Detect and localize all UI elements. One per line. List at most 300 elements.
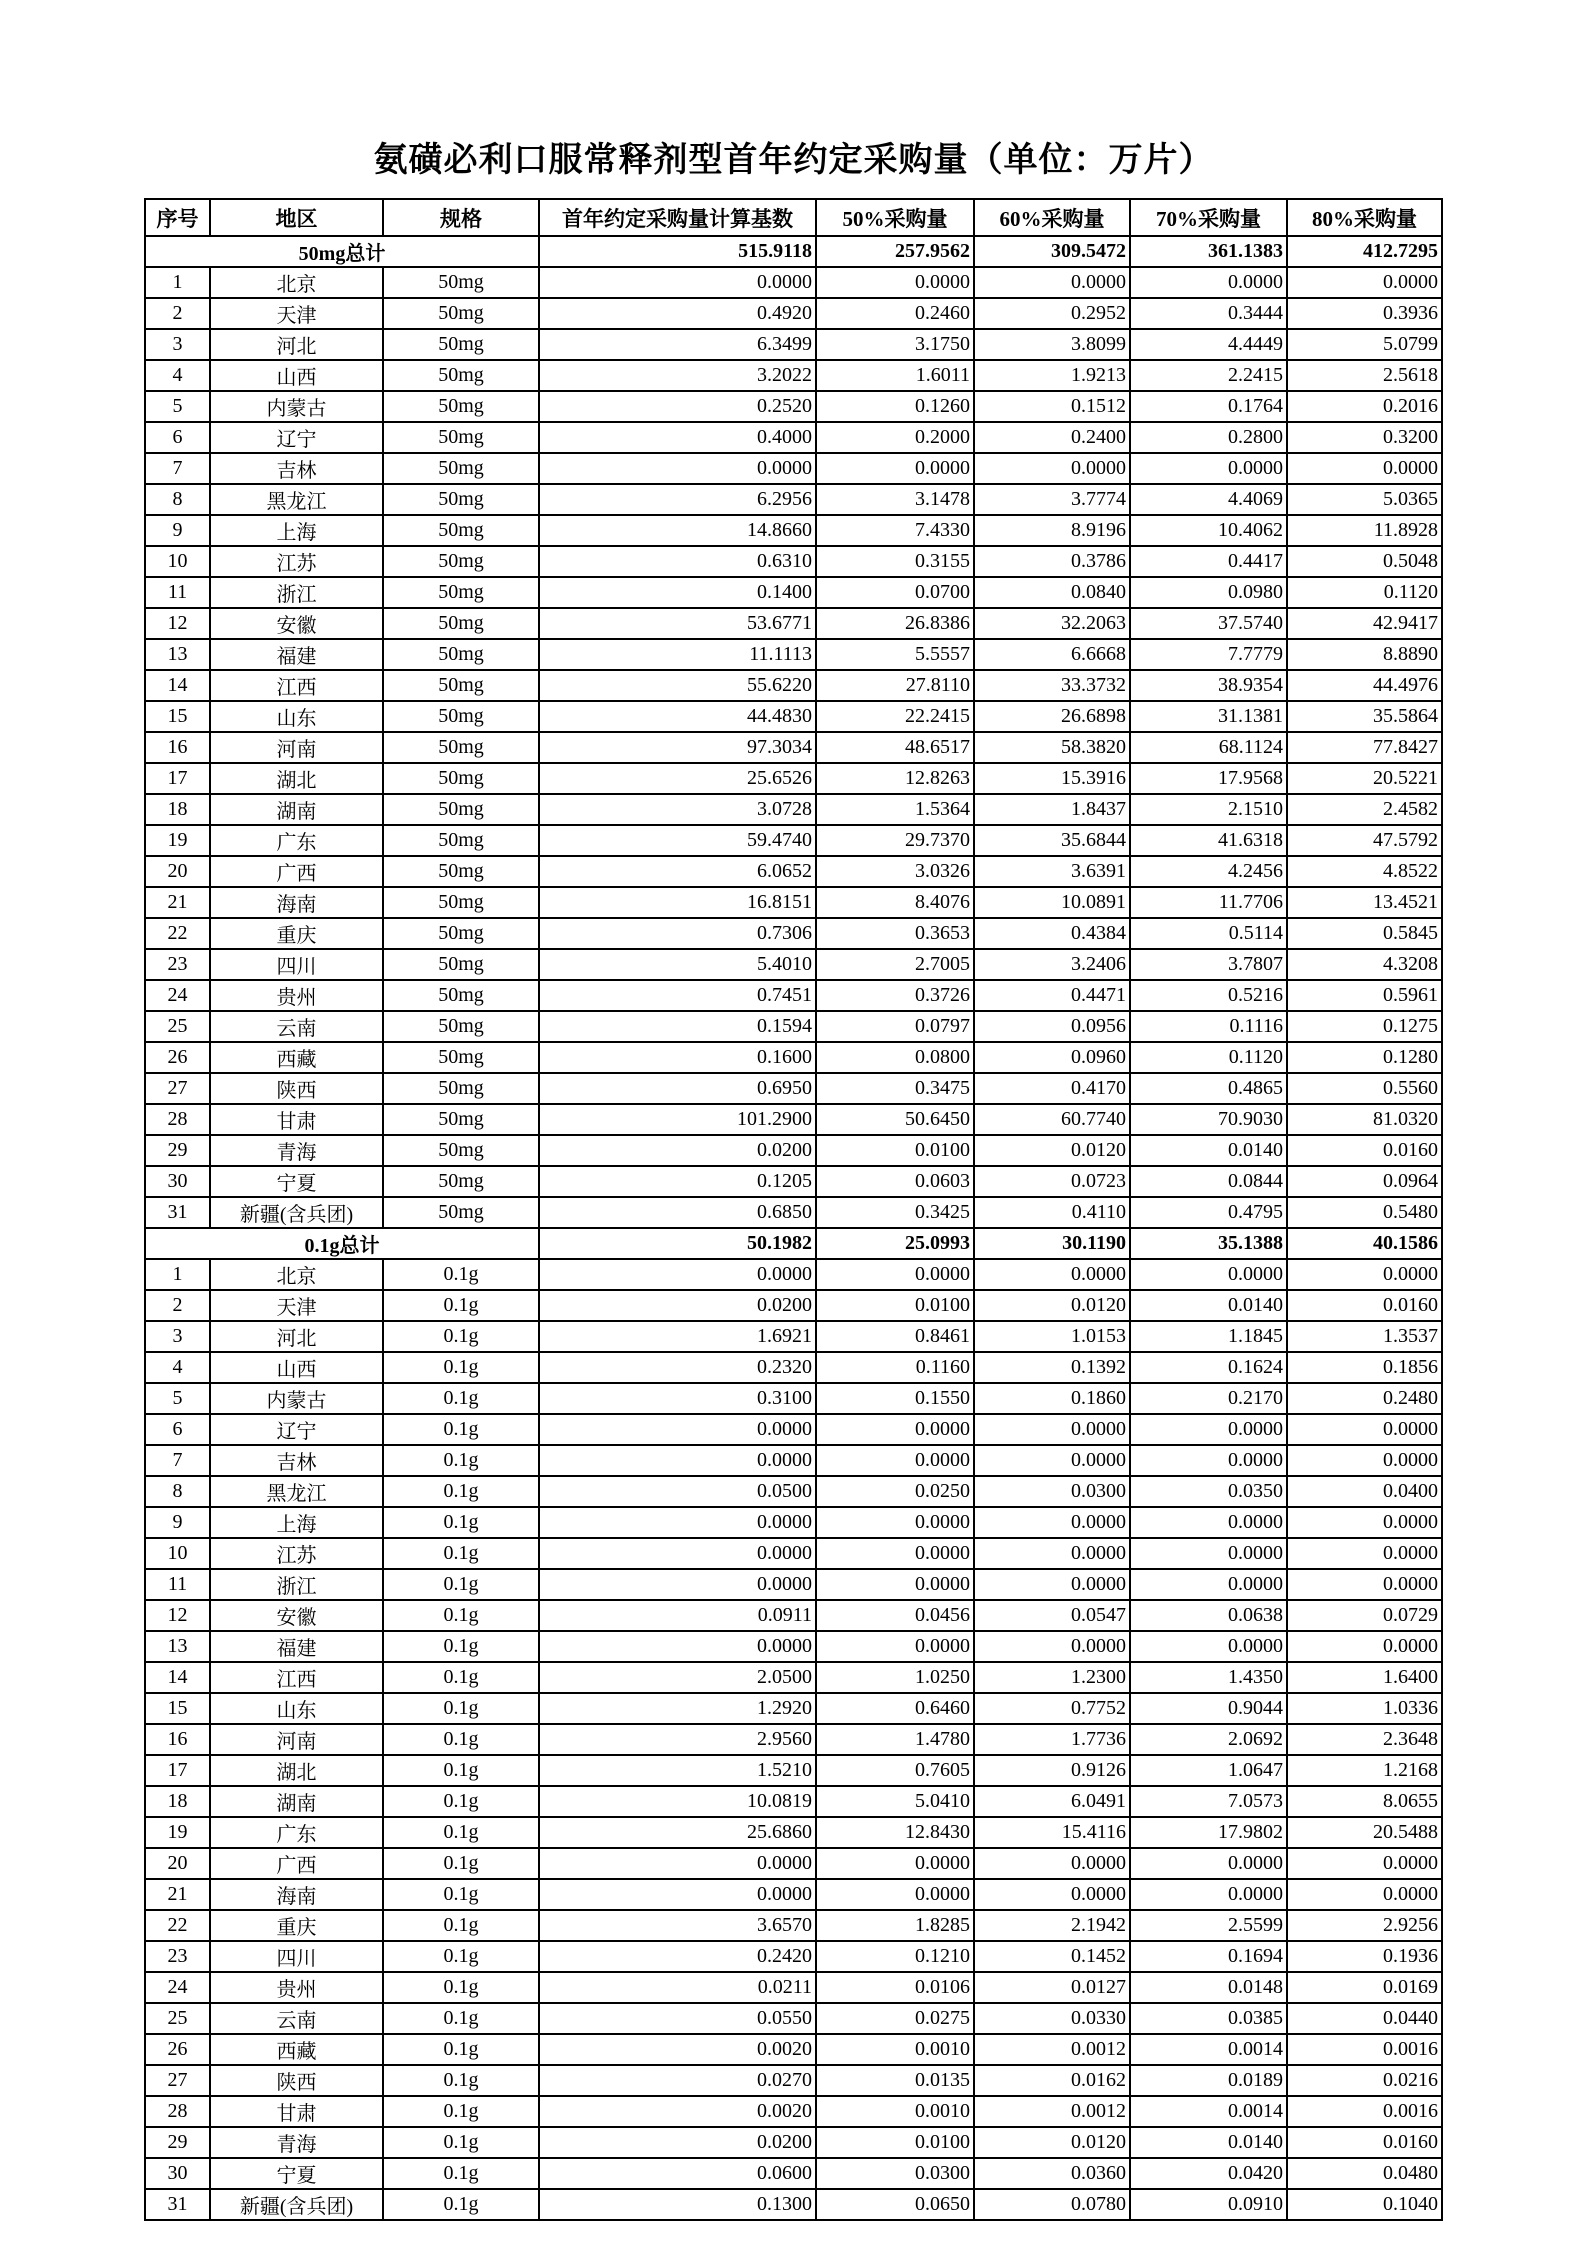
value-cell: 0.4417 xyxy=(1130,546,1287,577)
value-cell: 3.0326 xyxy=(816,856,974,887)
row-number-cell: 3 xyxy=(145,329,210,360)
value-cell: 5.4010 xyxy=(539,949,816,980)
value-cell: 22.2415 xyxy=(816,701,974,732)
value-cell: 11.1113 xyxy=(539,639,816,670)
value-cell: 0.9126 xyxy=(974,1755,1130,1786)
value-cell: 0.3444 xyxy=(1130,298,1287,329)
value-cell: 13.4521 xyxy=(1287,887,1442,918)
region-cell: 天津 xyxy=(210,1290,383,1321)
value-cell: 0.9044 xyxy=(1130,1693,1287,1724)
value-cell: 0.1594 xyxy=(539,1011,816,1042)
region-cell: 江苏 xyxy=(210,1538,383,1569)
spec-cell: 50mg xyxy=(383,918,539,949)
value-cell: 0.0400 xyxy=(1287,1476,1442,1507)
spec-cell: 0.1g xyxy=(383,1631,539,1662)
value-cell: 0.0140 xyxy=(1130,1290,1287,1321)
region-cell: 安徽 xyxy=(210,1600,383,1631)
row-number-cell: 6 xyxy=(145,1414,210,1445)
value-cell: 0.1275 xyxy=(1287,1011,1442,1042)
value-cell: 15.3916 xyxy=(974,763,1130,794)
value-cell: 0.0910 xyxy=(1130,2189,1287,2220)
value-cell: 0.6950 xyxy=(539,1073,816,1104)
spec-cell: 50mg xyxy=(383,422,539,453)
value-cell: 14.8660 xyxy=(539,515,816,546)
spec-cell: 50mg xyxy=(383,1166,539,1197)
region-cell: 江西 xyxy=(210,670,383,701)
value-cell: 0.0000 xyxy=(1130,1631,1287,1662)
value-cell: 8.9196 xyxy=(974,515,1130,546)
region-cell: 云南 xyxy=(210,1011,383,1042)
region-cell: 上海 xyxy=(210,515,383,546)
value-cell: 53.6771 xyxy=(539,608,816,639)
spec-cell: 0.1g xyxy=(383,1383,539,1414)
region-cell: 西藏 xyxy=(210,1042,383,1073)
spec-cell: 0.1g xyxy=(383,1755,539,1786)
value-cell: 2.3648 xyxy=(1287,1724,1442,1755)
value-cell: 0.0547 xyxy=(974,1600,1130,1631)
value-cell: 0.0000 xyxy=(1287,1414,1442,1445)
value-cell: 0.0000 xyxy=(816,267,974,298)
row-number-cell: 29 xyxy=(145,2127,210,2158)
value-cell: 2.9256 xyxy=(1287,1910,1442,1941)
value-cell: 0.1300 xyxy=(539,2189,816,2220)
row-number-cell: 27 xyxy=(145,2065,210,2096)
header-cell: 50%采购量 xyxy=(816,199,974,236)
region-cell: 青海 xyxy=(210,1135,383,1166)
value-cell: 1.8437 xyxy=(974,794,1130,825)
table-row xyxy=(145,1383,1442,1414)
table-row xyxy=(145,701,1442,732)
value-cell: 1.9213 xyxy=(974,360,1130,391)
row-number-cell: 25 xyxy=(145,1011,210,1042)
value-cell: 0.0106 xyxy=(816,1972,974,2003)
value-cell: 0.1452 xyxy=(974,1941,1130,1972)
value-cell: 0.0120 xyxy=(974,2127,1130,2158)
table-row xyxy=(145,2189,1442,2220)
spec-cell: 50mg xyxy=(383,329,539,360)
value-cell: 0.2800 xyxy=(1130,422,1287,453)
value-cell: 0.0120 xyxy=(974,1290,1130,1321)
spec-cell: 50mg xyxy=(383,825,539,856)
value-cell: 0.0140 xyxy=(1130,2127,1287,2158)
value-cell: 0.0911 xyxy=(539,1600,816,1631)
table-row xyxy=(145,1600,1442,1631)
value-cell: 0.0638 xyxy=(1130,1600,1287,1631)
row-number-cell: 9 xyxy=(145,515,210,546)
value-cell: 0.0000 xyxy=(1287,1879,1442,1910)
value-cell: 0.0000 xyxy=(1130,1259,1287,1290)
table-row xyxy=(145,887,1442,918)
spec-cell: 50mg xyxy=(383,732,539,763)
value-cell: 0.4170 xyxy=(974,1073,1130,1104)
table-row xyxy=(145,2158,1442,2189)
value-cell: 15.4116 xyxy=(974,1817,1130,1848)
value-cell: 1.2920 xyxy=(539,1693,816,1724)
section-total-row xyxy=(145,236,1442,267)
value-cell: 0.0200 xyxy=(539,2127,816,2158)
value-cell: 0.3425 xyxy=(816,1197,974,1228)
value-cell: 0.4110 xyxy=(974,1197,1130,1228)
value-cell: 0.0000 xyxy=(1130,1445,1287,1476)
region-cell: 浙江 xyxy=(210,577,383,608)
table-row xyxy=(145,639,1442,670)
value-cell: 0.0200 xyxy=(539,1135,816,1166)
header-cell: 地区 xyxy=(210,199,383,236)
table-row xyxy=(145,1259,1442,1290)
spec-cell: 0.1g xyxy=(383,1910,539,1941)
value-cell: 0.0000 xyxy=(974,453,1130,484)
region-cell: 青海 xyxy=(210,2127,383,2158)
table-row xyxy=(145,2065,1442,2096)
value-cell: 0.0000 xyxy=(539,1259,816,1290)
row-number-cell: 15 xyxy=(145,701,210,732)
row-number-cell: 8 xyxy=(145,484,210,515)
value-cell: 3.1478 xyxy=(816,484,974,515)
region-cell: 西藏 xyxy=(210,2034,383,2065)
table-row xyxy=(145,1414,1442,1445)
value-cell: 0.8461 xyxy=(816,1321,974,1352)
row-number-cell: 28 xyxy=(145,2096,210,2127)
spec-cell: 0.1g xyxy=(383,1817,539,1848)
table-row xyxy=(145,1445,1442,1476)
value-cell: 0.0000 xyxy=(1287,1569,1442,1600)
value-cell: 0.1860 xyxy=(974,1383,1130,1414)
spec-cell: 50mg xyxy=(383,608,539,639)
value-cell: 0.2170 xyxy=(1130,1383,1287,1414)
total-value-cell: 40.1586 xyxy=(1287,1228,1442,1259)
row-number-cell: 10 xyxy=(145,546,210,577)
value-cell: 1.2300 xyxy=(974,1662,1130,1693)
spec-cell: 0.1g xyxy=(383,1321,539,1352)
value-cell: 2.1510 xyxy=(1130,794,1287,825)
region-cell: 海南 xyxy=(210,1879,383,1910)
table-row xyxy=(145,1631,1442,1662)
value-cell: 0.5114 xyxy=(1130,918,1287,949)
value-cell: 0.1600 xyxy=(539,1042,816,1073)
value-cell: 0.0000 xyxy=(974,1507,1130,1538)
value-cell: 0.0330 xyxy=(974,2003,1130,2034)
region-cell: 贵州 xyxy=(210,980,383,1011)
value-cell: 47.5792 xyxy=(1287,825,1442,856)
value-cell: 6.3499 xyxy=(539,329,816,360)
table-row xyxy=(145,546,1442,577)
table-row xyxy=(145,1910,1442,1941)
value-cell: 0.1550 xyxy=(816,1383,974,1414)
header-cell: 60%采购量 xyxy=(974,199,1130,236)
value-cell: 0.1280 xyxy=(1287,1042,1442,1073)
value-cell: 0.2520 xyxy=(539,391,816,422)
value-cell: 0.0000 xyxy=(974,1569,1130,1600)
row-number-cell: 4 xyxy=(145,360,210,391)
value-cell: 5.0410 xyxy=(816,1786,974,1817)
value-cell: 0.0000 xyxy=(816,1507,974,1538)
value-cell: 8.8890 xyxy=(1287,639,1442,670)
value-cell: 0.0000 xyxy=(816,1631,974,1662)
region-cell: 云南 xyxy=(210,2003,383,2034)
value-cell: 7.4330 xyxy=(816,515,974,546)
region-cell: 北京 xyxy=(210,267,383,298)
region-cell: 吉林 xyxy=(210,453,383,484)
value-cell: 0.0420 xyxy=(1130,2158,1287,2189)
value-cell: 0.5048 xyxy=(1287,546,1442,577)
value-cell: 0.4384 xyxy=(974,918,1130,949)
value-cell: 0.0300 xyxy=(974,1476,1130,1507)
value-cell: 1.7736 xyxy=(974,1724,1130,1755)
row-number-cell: 12 xyxy=(145,608,210,639)
table-row xyxy=(145,1290,1442,1321)
table-row xyxy=(145,1569,1442,1600)
value-cell: 0.0000 xyxy=(1130,1848,1287,1879)
value-cell: 0.0000 xyxy=(974,1538,1130,1569)
value-cell: 3.6391 xyxy=(974,856,1130,887)
value-cell: 0.1120 xyxy=(1130,1042,1287,1073)
value-cell: 0.0780 xyxy=(974,2189,1130,2220)
row-number-cell: 22 xyxy=(145,1910,210,1941)
value-cell: 26.8386 xyxy=(816,608,974,639)
value-cell: 4.4449 xyxy=(1130,329,1287,360)
value-cell: 20.5488 xyxy=(1287,1817,1442,1848)
value-cell: 2.0692 xyxy=(1130,1724,1287,1755)
spec-cell: 0.1g xyxy=(383,1662,539,1693)
value-cell: 0.0550 xyxy=(539,2003,816,2034)
spec-cell: 0.1g xyxy=(383,1414,539,1445)
spec-cell: 50mg xyxy=(383,267,539,298)
value-cell: 0.0000 xyxy=(1287,1445,1442,1476)
table-row xyxy=(145,670,1442,701)
value-cell: 2.5618 xyxy=(1287,360,1442,391)
value-cell: 35.6844 xyxy=(974,825,1130,856)
region-cell: 北京 xyxy=(210,1259,383,1290)
table-row xyxy=(145,1073,1442,1104)
value-cell: 42.9417 xyxy=(1287,608,1442,639)
row-number-cell: 31 xyxy=(145,1197,210,1228)
value-cell: 0.6310 xyxy=(539,546,816,577)
value-cell: 0.7605 xyxy=(816,1755,974,1786)
region-cell: 河南 xyxy=(210,1724,383,1755)
value-cell: 0.0000 xyxy=(1130,1569,1287,1600)
region-cell: 陕西 xyxy=(210,2065,383,2096)
row-number-cell: 22 xyxy=(145,918,210,949)
value-cell: 0.0275 xyxy=(816,2003,974,2034)
value-cell: 6.0491 xyxy=(974,1786,1130,1817)
row-number-cell: 11 xyxy=(145,1569,210,1600)
table-row xyxy=(145,515,1442,546)
value-cell: 29.7370 xyxy=(816,825,974,856)
table-row xyxy=(145,2003,1442,2034)
value-cell: 8.4076 xyxy=(816,887,974,918)
value-cell: 0.3475 xyxy=(816,1073,974,1104)
value-cell: 3.6570 xyxy=(539,1910,816,1941)
value-cell: 5.0799 xyxy=(1287,329,1442,360)
value-cell: 0.1764 xyxy=(1130,391,1287,422)
row-number-cell: 16 xyxy=(145,732,210,763)
spec-cell: 0.1g xyxy=(383,2003,539,2034)
spec-cell: 0.1g xyxy=(383,1879,539,1910)
row-number-cell: 17 xyxy=(145,763,210,794)
spec-cell: 0.1g xyxy=(383,1445,539,1476)
value-cell: 0.0000 xyxy=(539,1569,816,1600)
value-cell: 2.1942 xyxy=(974,1910,1130,1941)
row-number-cell: 28 xyxy=(145,1104,210,1135)
region-cell: 广东 xyxy=(210,825,383,856)
row-number-cell: 23 xyxy=(145,1941,210,1972)
value-cell: 41.6318 xyxy=(1130,825,1287,856)
value-cell: 0.0014 xyxy=(1130,2096,1287,2127)
spec-cell: 0.1g xyxy=(383,1259,539,1290)
value-cell: 59.4740 xyxy=(539,825,816,856)
value-cell: 2.4582 xyxy=(1287,794,1442,825)
value-cell: 55.6220 xyxy=(539,670,816,701)
value-cell: 0.5845 xyxy=(1287,918,1442,949)
table-row xyxy=(145,577,1442,608)
value-cell: 2.5599 xyxy=(1130,1910,1287,1941)
table-row xyxy=(145,1042,1442,1073)
value-cell: 0.4795 xyxy=(1130,1197,1287,1228)
value-cell: 20.5221 xyxy=(1287,763,1442,794)
table-row xyxy=(145,1817,1442,1848)
section-total-row xyxy=(145,1228,1442,1259)
value-cell: 0.0385 xyxy=(1130,2003,1287,2034)
value-cell: 0.0160 xyxy=(1287,1290,1442,1321)
value-cell: 0.0700 xyxy=(816,577,974,608)
table-row xyxy=(145,298,1442,329)
table-row xyxy=(145,1662,1442,1693)
value-cell: 0.0000 xyxy=(1287,1848,1442,1879)
table-row xyxy=(145,949,1442,980)
value-cell: 0.0200 xyxy=(539,1290,816,1321)
row-number-cell: 8 xyxy=(145,1476,210,1507)
value-cell: 0.0000 xyxy=(974,1879,1130,1910)
region-cell: 内蒙古 xyxy=(210,1383,383,1414)
table-row xyxy=(145,1352,1442,1383)
value-cell: 0.0000 xyxy=(539,1538,816,1569)
value-cell: 0.0000 xyxy=(816,1259,974,1290)
value-cell: 0.0120 xyxy=(974,1135,1130,1166)
value-cell: 1.4350 xyxy=(1130,1662,1287,1693)
value-cell: 12.8430 xyxy=(816,1817,974,1848)
value-cell: 0.3200 xyxy=(1287,422,1442,453)
row-number-cell: 2 xyxy=(145,1290,210,1321)
spec-cell: 0.1g xyxy=(383,1693,539,1724)
row-number-cell: 7 xyxy=(145,453,210,484)
region-cell: 天津 xyxy=(210,298,383,329)
value-cell: 0.0148 xyxy=(1130,1972,1287,2003)
region-cell: 山东 xyxy=(210,701,383,732)
value-cell: 0.4000 xyxy=(539,422,816,453)
value-cell: 77.8427 xyxy=(1287,732,1442,763)
value-cell: 0.1400 xyxy=(539,577,816,608)
value-cell: 0.0000 xyxy=(816,1879,974,1910)
value-cell: 0.3155 xyxy=(816,546,974,577)
row-number-cell: 5 xyxy=(145,391,210,422)
region-cell: 四川 xyxy=(210,949,383,980)
row-number-cell: 5 xyxy=(145,1383,210,1414)
value-cell: 7.0573 xyxy=(1130,1786,1287,1817)
spec-cell: 50mg xyxy=(383,856,539,887)
row-number-cell: 21 xyxy=(145,887,210,918)
value-cell: 0.0000 xyxy=(1287,453,1442,484)
value-cell: 4.2456 xyxy=(1130,856,1287,887)
value-cell: 0.0100 xyxy=(816,2127,974,2158)
value-cell: 0.0000 xyxy=(539,267,816,298)
value-cell: 0.1936 xyxy=(1287,1941,1442,1972)
value-cell: 0.0189 xyxy=(1130,2065,1287,2096)
value-cell: 0.0012 xyxy=(974,2096,1130,2127)
value-cell: 0.0964 xyxy=(1287,1166,1442,1197)
value-cell: 2.7005 xyxy=(816,949,974,980)
value-cell: 48.6517 xyxy=(816,732,974,763)
region-cell: 黑龙江 xyxy=(210,1476,383,1507)
value-cell: 0.5480 xyxy=(1287,1197,1442,1228)
value-cell: 25.6860 xyxy=(539,1817,816,1848)
value-cell: 0.0100 xyxy=(816,1135,974,1166)
row-number-cell: 30 xyxy=(145,2158,210,2189)
value-cell: 27.8110 xyxy=(816,670,974,701)
value-cell: 58.3820 xyxy=(974,732,1130,763)
region-cell: 吉林 xyxy=(210,1445,383,1476)
row-number-cell: 19 xyxy=(145,825,210,856)
row-number-cell: 26 xyxy=(145,2034,210,2065)
value-cell: 0.0844 xyxy=(1130,1166,1287,1197)
value-cell: 17.9802 xyxy=(1130,1817,1287,1848)
spec-cell: 0.1g xyxy=(383,2065,539,2096)
spec-cell: 50mg xyxy=(383,453,539,484)
value-cell: 10.0819 xyxy=(539,1786,816,1817)
spec-cell: 50mg xyxy=(383,298,539,329)
value-cell: 0.0000 xyxy=(974,267,1130,298)
row-number-cell: 12 xyxy=(145,1600,210,1631)
row-number-cell: 14 xyxy=(145,1662,210,1693)
value-cell: 11.7706 xyxy=(1130,887,1287,918)
value-cell: 0.0600 xyxy=(539,2158,816,2189)
total-value-cell: 412.7295 xyxy=(1287,236,1442,267)
row-number-cell: 9 xyxy=(145,1507,210,1538)
header-cell: 80%采购量 xyxy=(1287,199,1442,236)
table-row xyxy=(145,360,1442,391)
table-row xyxy=(145,2034,1442,2065)
row-number-cell: 6 xyxy=(145,422,210,453)
value-cell: 0.0016 xyxy=(1287,2034,1442,2065)
value-cell: 5.0365 xyxy=(1287,484,1442,515)
value-cell: 25.6526 xyxy=(539,763,816,794)
region-cell: 四川 xyxy=(210,1941,383,1972)
value-cell: 0.0016 xyxy=(1287,2096,1442,2127)
value-cell: 0.1856 xyxy=(1287,1352,1442,1383)
spec-cell: 50mg xyxy=(383,1042,539,1073)
value-cell: 0.3653 xyxy=(816,918,974,949)
region-cell: 甘肃 xyxy=(210,2096,383,2127)
value-cell: 0.1116 xyxy=(1130,1011,1287,1042)
row-number-cell: 31 xyxy=(145,2189,210,2220)
table-row xyxy=(145,1693,1442,1724)
spec-cell: 0.1g xyxy=(383,2096,539,2127)
value-cell: 11.8928 xyxy=(1287,515,1442,546)
value-cell: 37.5740 xyxy=(1130,608,1287,639)
value-cell: 1.6011 xyxy=(816,360,974,391)
table-row xyxy=(145,794,1442,825)
value-cell: 0.0000 xyxy=(816,453,974,484)
value-cell: 0.0360 xyxy=(974,2158,1130,2189)
region-cell: 湖北 xyxy=(210,1755,383,1786)
value-cell: 3.1750 xyxy=(816,329,974,360)
table-row xyxy=(145,391,1442,422)
region-cell: 辽宁 xyxy=(210,422,383,453)
value-cell: 0.0840 xyxy=(974,577,1130,608)
table-row xyxy=(145,1848,1442,1879)
region-cell: 内蒙古 xyxy=(210,391,383,422)
value-cell: 0.1392 xyxy=(974,1352,1130,1383)
value-cell: 0.0800 xyxy=(816,1042,974,1073)
